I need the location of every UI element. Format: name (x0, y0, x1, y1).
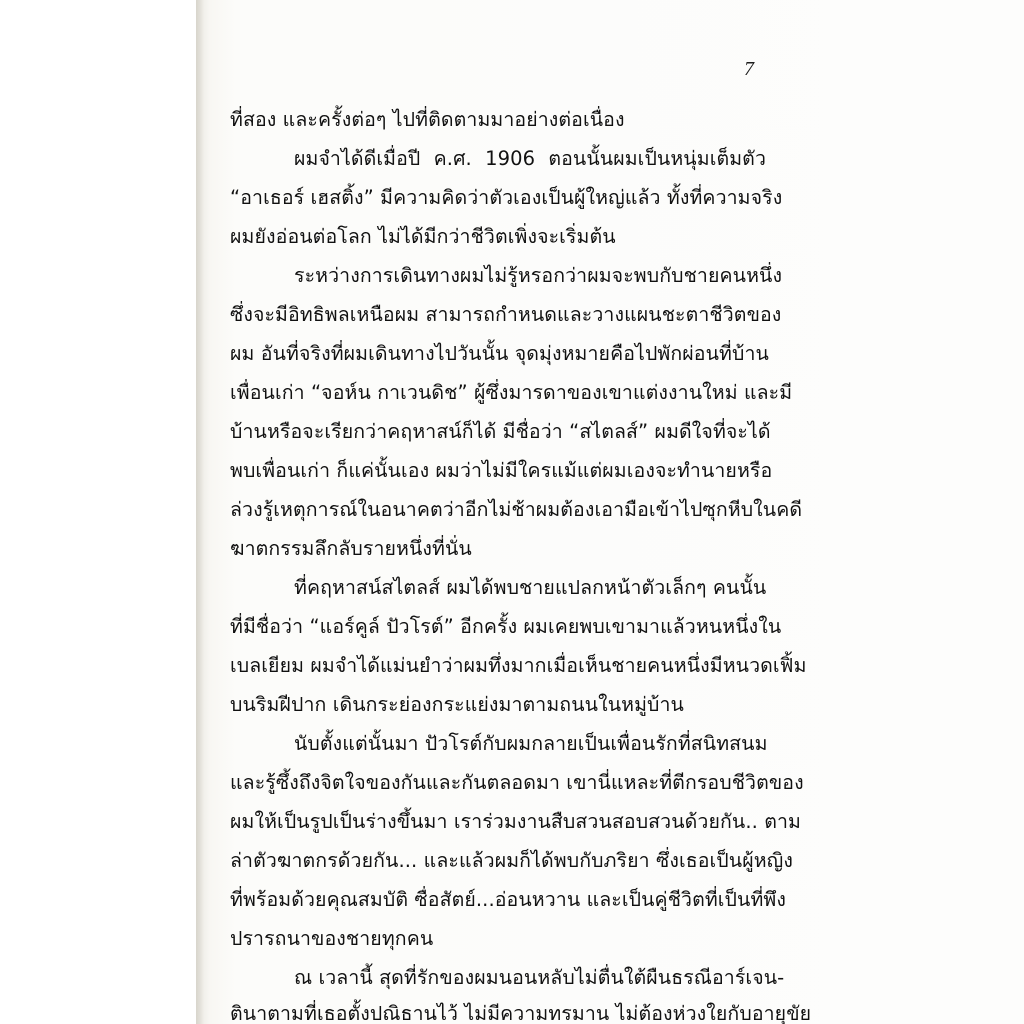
text-line: ผม อันที่จริงที่ผมเดินทางไปวันนั้น จุดมุ่งหมายคือไปพักผ่อนที่บ้าน (230, 342, 769, 365)
text-line: และรู้ซึ้งถึงจิตใจของกันและกันตลอดมา เขานี่แหละที่ตีกรอบชีวิตของ (230, 771, 804, 794)
page-number: 7 (744, 58, 754, 80)
paragraph-first-line: ณ เวลานี้ สุดที่รักของผมนอนหลับไม่ตื่นใต้ผืนธรณีอาร์เจน- (294, 966, 785, 989)
paragraph-first-line: นับตั้งแต่นั้นมา ปัวโรต์กับผมกลายเป็นเพื่อนรักที่สนิทสนม (294, 732, 768, 755)
book-page (196, 0, 1024, 1024)
text-line: บ้านหรือจะเรียกว่าคฤหาสน์ก็ได้ มีชื่อว่า “สไตลส์” ผมดีใจที่จะได้ (230, 420, 771, 443)
text-line: ล่วงรู้เหตุการณ์ในอนาคตว่าอีกไม่ช้าผมต้องเอามือเข้าไปซุกหีบในคดี (230, 498, 803, 521)
text-line: ตินาตามที่เธอตั้งปณิธานไว้ ไม่มีความทรมาน ไม่ต้องห่วงใยกับอายุขัย (230, 1002, 812, 1024)
paragraph-first-line: ที่คฤหาสน์สไตลส์ ผมได้พบชายแปลกหน้าตัวเล็กๆ คนนั้น (294, 576, 767, 599)
paragraph-last-line: ผมยังอ่อนต่อโลก ไม่ได้มีกว่าชีวิตเพิ่งจะเริ่มต้น (230, 225, 616, 248)
text-line: ผมให้เป็นรูปเป็นร่างขึ้นมา เราร่วมงานสืบสวนสอบสวนด้วยกัน.. ตาม (230, 810, 801, 833)
text-line: ซึ่งจะมีอิทธิพลเหนือผม สามารถกำหนดและวางแผนชะตาชีวิตของ (230, 303, 782, 326)
text-line: ที่สอง และครั้งต่อๆ ไปที่ติดตามมาอย่างต่อเนื่อง (230, 108, 625, 131)
paragraph-last-line: ฆาตกรรมลึกลับรายหนึ่งที่นั่น (230, 537, 472, 560)
paragraph-first-line: ระหว่างการเดินทางผมไม่รู้หรอกว่าผมจะพบกับชายคนหนึ่ง (294, 264, 783, 287)
text-line: เบลเยียม ผมจำได้แม่นยำว่าผมทึ่งมากเมื่อเห็นชายคนหนึ่งมีหนวดเฟิ้ม (230, 654, 807, 677)
paragraph-first-line: ผมจำได้ดีเมื่อปี ค.ศ. 1906 ตอนนั้นผมเป็นหนุ่มเต็มตัว (294, 147, 766, 170)
text-line: พบเพื่อนเก่า ก็แค่นั้นเอง ผมว่าไม่มีใครแม้แต่ผมเองจะทำนายหรือ (230, 459, 773, 482)
text-line: “อาเธอร์ เฮสติ้ง” มีความคิดว่าตัวเองเป็นผู้ใหญ่แล้ว ทั้งที่ความจริง (230, 186, 783, 209)
paragraph-last-line: ปรารถนาของชายทุกคน (230, 927, 434, 950)
text-line: ล่าตัวฆาตกรด้วยกัน... และแล้วผมก็ได้พบกับภริยา ซึ่งเธอเป็นผู้หญิง (230, 849, 794, 872)
text-line: ที่มีชื่อว่า “แอร์คูล์ ปัวโรต์” อีกครั้ง ผมเคยพบเขามาแล้วหนหนึ่งใน (230, 615, 782, 638)
paragraph-last-line: บนริมฝีปาก เดินกระย่องกระแย่งมาตามถนนในหมู่บ้าน (230, 693, 684, 716)
page-gutter-shadow (196, 0, 204, 1024)
text-line: เพื่อนเก่า “จอห์น กาเวนดิช” ผู้ซึ่งมารดาของเขาแต่งงานใหม่ และมี (230, 381, 793, 404)
text-line: ที่พร้อมด้วยคุณสมบัติ ซื่อสัตย์...อ่อนหวาน และเป็นคู่ชีวิตที่เป็นที่พึง (230, 888, 786, 911)
